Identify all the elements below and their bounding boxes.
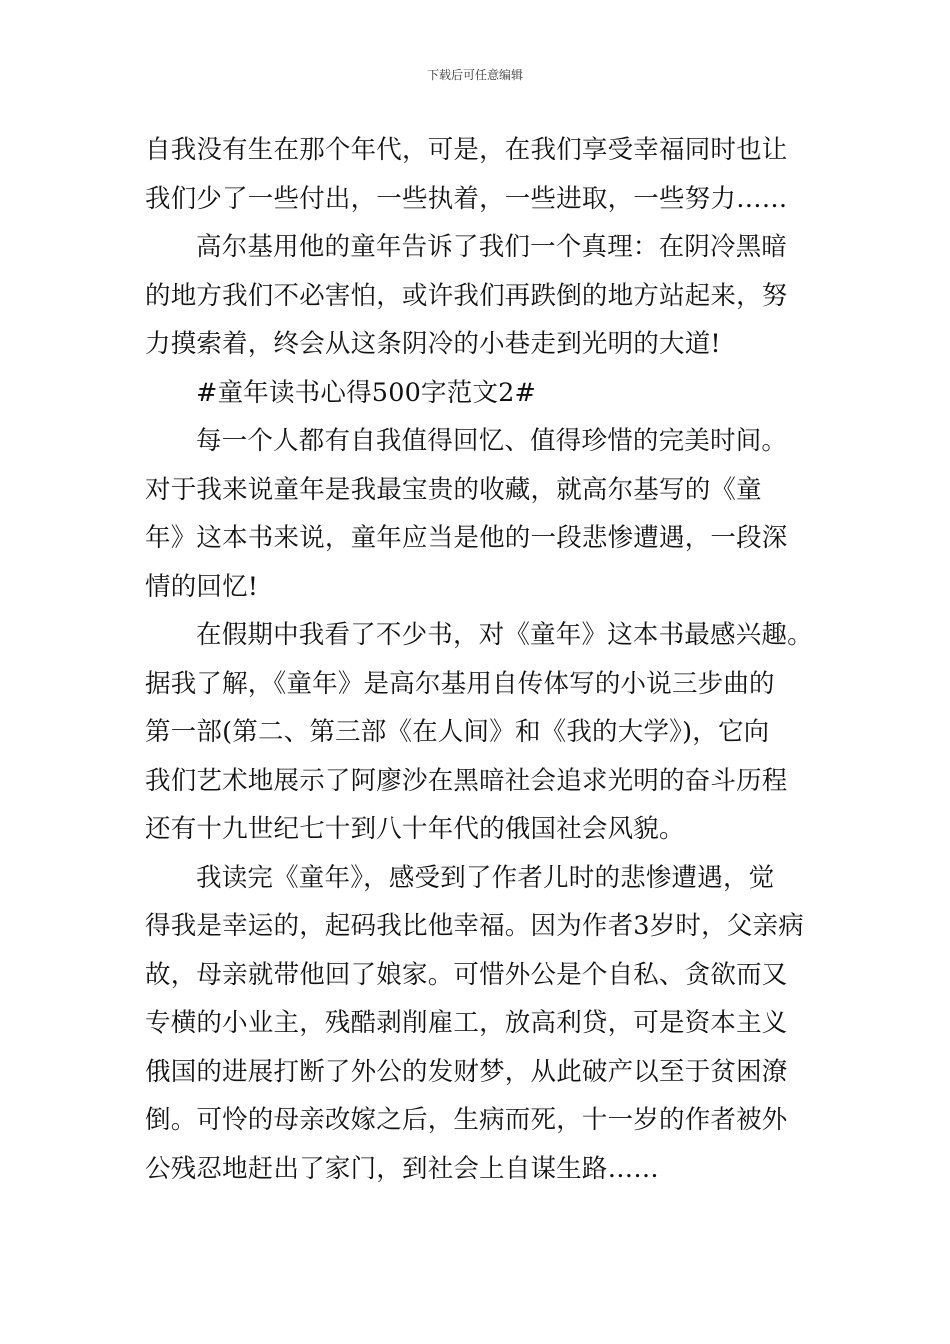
text-line: 倒。可怜的母亲改嫁之后，生病而死，十一岁的作者被外 <box>145 1105 788 1135</box>
text-line: 得我是幸运的，起码我比他幸福。因为作者3岁时，父亲病 <box>145 911 804 941</box>
text-line: 故，母亲就带他回了娘家。可惜外公是个自私、贪欲而又 <box>145 959 788 990</box>
page-header: 下载后可任意编辑 <box>426 68 523 82</box>
text-line: 自我没有生在那个年代，可是，在我们享受幸福同时也让 <box>145 135 788 165</box>
text-line: 还有十九世纪七十到八十年代的俄国社会风貌。 <box>145 814 685 844</box>
text-line: 年》这本书来说，童年应当是他的一段悲惨遭遇，一段深 <box>145 523 788 553</box>
text-line: 公残忍地赶出了家门，到社会上自谋生路…… <box>145 1153 660 1184</box>
text-line: 我们艺术地展示了阿廖沙在黑暗社会追求光明的奋斗历程 <box>145 765 788 796</box>
text-line: 我们少了一些付出，一些执着，一些进取，一些努力…… <box>145 183 788 214</box>
text-line: 据我了解，《童年》是高尔基用自传体写的小说三步曲的 <box>145 668 775 699</box>
text-line: 对于我来说童年是我最宝贵的收藏，就高尔基写的《童 <box>145 474 762 505</box>
text-line: 在假期中我看了不少书，对《童年》这本书最感兴趣。 <box>196 620 813 650</box>
text-line: 情的回忆! <box>145 571 259 602</box>
text-line: 力摸索着，终会从这条阴冷的小巷走到光明的大道! <box>145 329 721 359</box>
document-body <box>145 126 825 1193</box>
text-line: 第一部(第二、第三部《在人间》和《我的大学》)，它向 <box>145 717 770 747</box>
text-line: 高尔基用他的童年告诉了我们一个真理：在阴冷黑暗 <box>196 232 788 262</box>
text-line: 每一个人都有自我值得回忆、值得珍惜的完美时间。 <box>196 426 788 456</box>
text-line: 俄国的进展打断了外公的发财梦，从此破产以至于贫困潦 <box>145 1056 788 1087</box>
text-line: 的地方我们不必害怕，或许我们再跌倒的地方站起来，努 <box>145 280 788 311</box>
text-line: 专横的小业主，残酷剥削雇工，放高利贷，可是资本主义 <box>145 1008 788 1038</box>
text-line: 我读完《童年》，感受到了作者儿时的悲惨遭遇，觉 <box>196 862 775 893</box>
section-heading: #童年读书心得500字范文2# <box>196 377 537 408</box>
